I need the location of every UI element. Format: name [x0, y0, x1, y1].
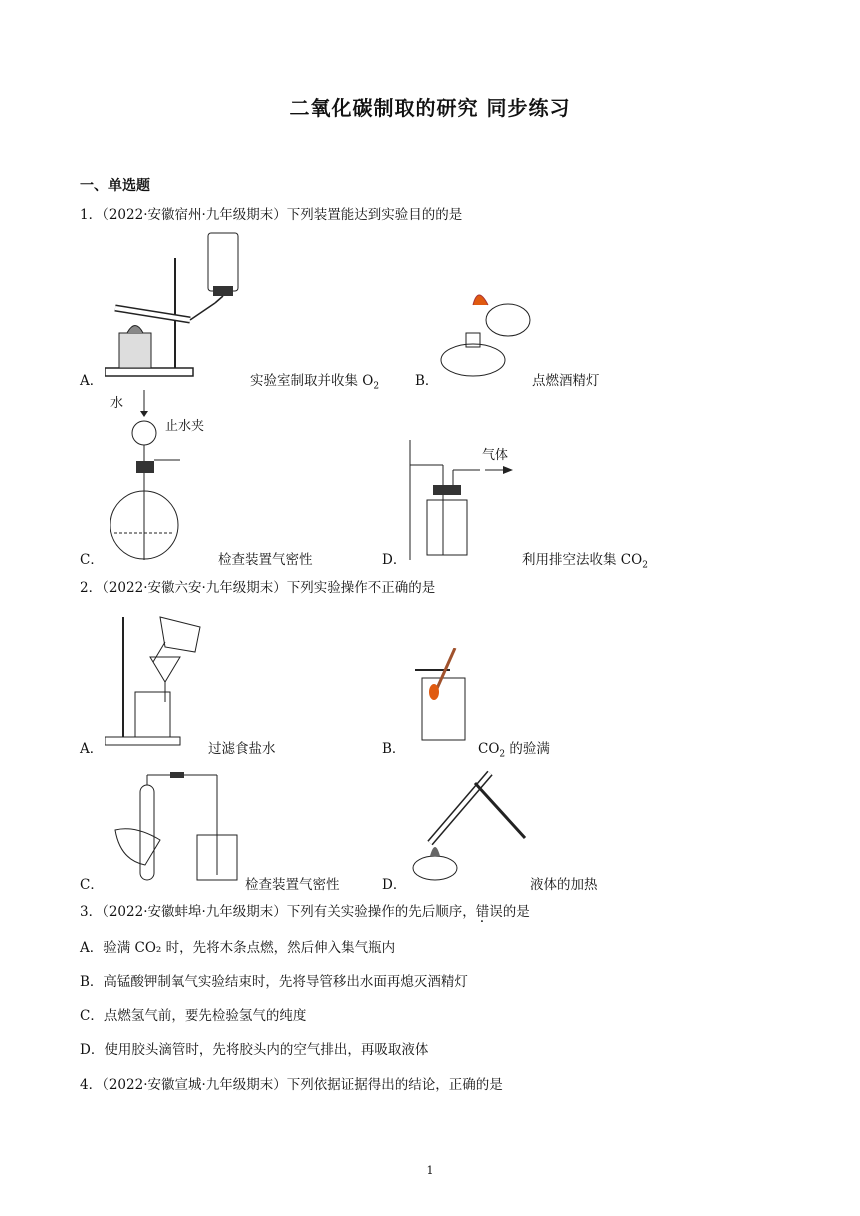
- q1-c-flask-figure: [110, 385, 210, 570]
- q3-option-c: C．点燃氢气前，要先检验氢气的纯度: [80, 1008, 307, 1024]
- q2-stem: 2．（2022·安徽六安·九年级期末）下列实验操作不正确的是: [80, 580, 436, 596]
- clamp-label: 止水夹: [165, 419, 205, 434]
- q2-b-caption: $CO_2$ 的验满: [478, 741, 550, 760]
- q3-stem: 3．（2022·安徽蚌埠·九年级期末）下列有关实验操作的先后顺序，错误的是: [80, 904, 530, 920]
- q1-a-caption: 实验室制取并收集 $O_2$: [250, 373, 380, 392]
- q2-d-heating-liquid-figure: [410, 768, 530, 886]
- q2-a-letter: A．: [80, 741, 104, 757]
- q1-c-letter: C．: [80, 552, 104, 568]
- q3-option-a: A．验满 CO₂ 时，先将木条点燃，然后伸入集气瓶内: [80, 940, 396, 956]
- q2-d-caption: 液体的加热: [530, 877, 598, 893]
- q1-a-apparatus-figure: [105, 228, 260, 380]
- page-title: 二氧化碳制取的研究 同步练习: [289, 96, 571, 120]
- q2-c-letter: C．: [80, 877, 104, 893]
- q3-option-b: B．高锰酸钾制氧气实验结束时，先将导管移出水面再熄灭酒精灯: [80, 974, 468, 990]
- q4-stem: 4．（2022·安徽宣城·九年级期末）下列依据证据得出的结论，正确的是: [80, 1077, 503, 1093]
- q2-a-filtration-figure: [105, 612, 210, 747]
- q1-stem: 1．（2022·安徽宿州·九年级期末）下列装置能达到实验目的的是: [80, 207, 463, 223]
- section-heading: 一、单选题: [80, 178, 150, 194]
- q2-c-airtightness-figure: [105, 770, 245, 885]
- q2-c-caption: 检查装置气密性: [245, 877, 340, 893]
- q1-a-letter: A．: [80, 373, 104, 389]
- q2-b-bottle-figure: [410, 648, 480, 743]
- q2-a-caption: 过滤食盐水: [208, 741, 276, 757]
- q1-d-gas-bottle-figure: [405, 440, 515, 565]
- q2-d-letter: D．: [382, 877, 407, 893]
- q1-d-caption: 利用排空法收集 $CO_2$: [522, 552, 648, 571]
- q1-b-letter: B．: [415, 373, 439, 389]
- q1-b-alcohol-lamp-figure: [438, 285, 533, 380]
- q1-b-caption: 点燃酒精灯: [532, 373, 600, 389]
- gas-label: 气体: [482, 448, 509, 463]
- q1-c-caption: 检查装置气密性: [218, 552, 313, 568]
- q3-option-d: D．使用胶头滴管时，先将胶头内的空气排出，再吸取液体: [80, 1042, 429, 1058]
- q1-d-letter: D．: [382, 552, 407, 568]
- page-number: 1: [426, 1164, 434, 1177]
- water-label: 水: [110, 396, 124, 411]
- q2-b-letter: B．: [382, 741, 406, 757]
